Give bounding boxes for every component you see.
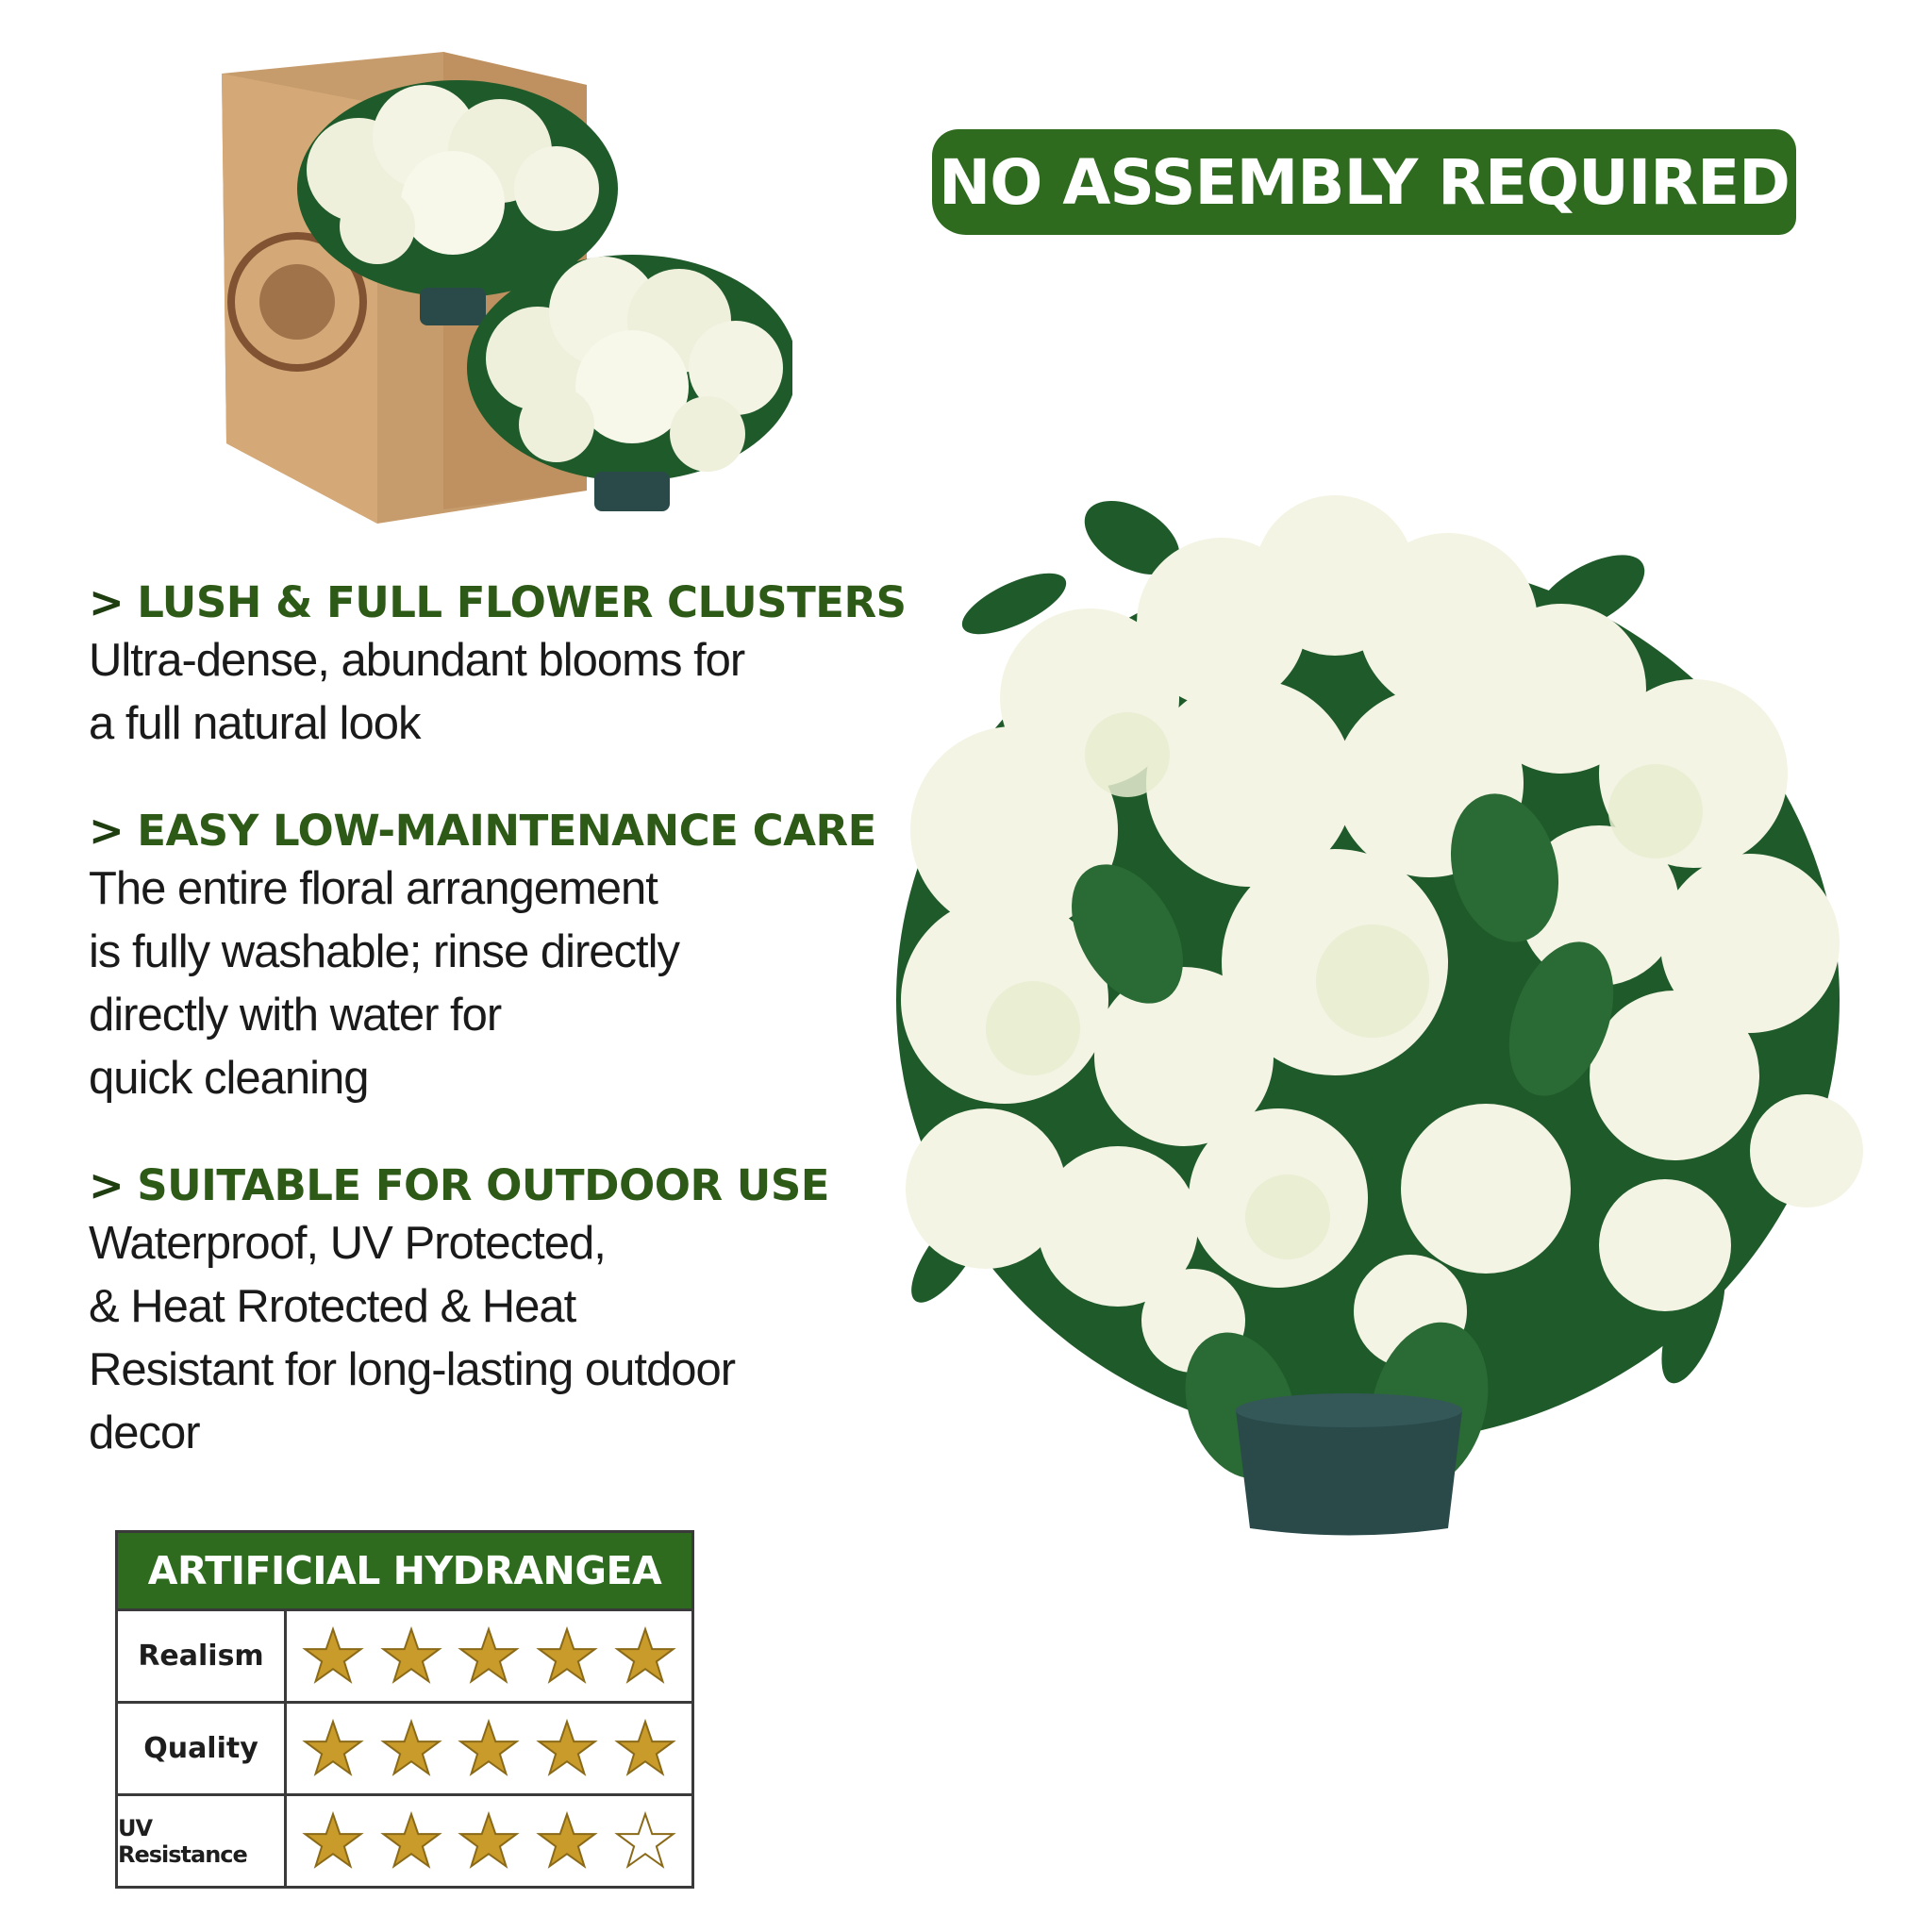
feature-outdoor-use (89, 1159, 900, 1465)
rating-label: Quality (118, 1704, 287, 1793)
chevron-right-icon: > (89, 577, 125, 627)
star-filled-icon (458, 1810, 520, 1873)
chevron-right-icon: > (89, 1160, 125, 1210)
feature-line: The entire floral arrangement (89, 863, 658, 914)
star-filled-icon (536, 1718, 598, 1780)
rating-title: ARTIFICIAL HYDRANGEA (118, 1533, 691, 1608)
rating-row-realism (118, 1608, 691, 1701)
feature-title: EASY LOW-MAINTENANCE CARE (137, 806, 876, 856)
potted-white-hydrangea-image (844, 472, 1882, 1547)
rating-table (115, 1530, 694, 1889)
star-empty-icon (614, 1810, 676, 1873)
feature-title: SUITABLE FOR OUTDOOR USE (137, 1160, 829, 1210)
star-rating (287, 1704, 691, 1793)
rating-row-uv-resistance (118, 1793, 691, 1886)
feature-line: a full natural look (89, 698, 421, 749)
star-filled-icon (302, 1625, 364, 1688)
feature-line: quick cleaning (89, 1053, 369, 1104)
badge-text: NO ASSEMBLY REQUIRED (939, 145, 1790, 219)
star-filled-icon (302, 1718, 364, 1780)
feature-line: Ultra-dense, abundant blooms for (89, 635, 745, 686)
feature-description (89, 629, 900, 756)
rating-row-quality (118, 1701, 691, 1793)
feature-title: LUSH & FULL FLOWER CLUSTERS (137, 577, 907, 627)
star-filled-icon (458, 1625, 520, 1688)
shipping-box-with-plants-image (217, 47, 792, 528)
feature-line: directly with water for (89, 990, 502, 1041)
star-rating (287, 1796, 691, 1886)
feature-line: Resistant for long-lasting outdoor (89, 1344, 736, 1395)
star-filled-icon (302, 1810, 364, 1873)
feature-flower-clusters (89, 576, 907, 756)
feature-line: is fully washable; rinse directly (89, 926, 680, 977)
feature-line: & Heat Rrotected & Heat (89, 1281, 576, 1332)
star-filled-icon (614, 1625, 676, 1688)
chevron-right-icon: > (89, 806, 125, 856)
feature-low-maintenance (89, 805, 900, 1110)
star-filled-icon (614, 1718, 676, 1780)
no-assembly-badge (932, 129, 1796, 235)
feature-line: Waterproof, UV Protected, (89, 1218, 606, 1269)
feature-description (89, 1212, 900, 1465)
rating-label: UV Resistance (118, 1796, 287, 1886)
star-filled-icon (458, 1718, 520, 1780)
star-rating (287, 1611, 691, 1701)
feature-description (89, 858, 900, 1110)
feature-line: decor (89, 1407, 200, 1458)
star-filled-icon (536, 1625, 598, 1688)
star-filled-icon (380, 1810, 442, 1873)
star-filled-icon (380, 1718, 442, 1780)
star-filled-icon (536, 1810, 598, 1873)
star-filled-icon (380, 1625, 442, 1688)
rating-label: Realism (118, 1611, 287, 1701)
